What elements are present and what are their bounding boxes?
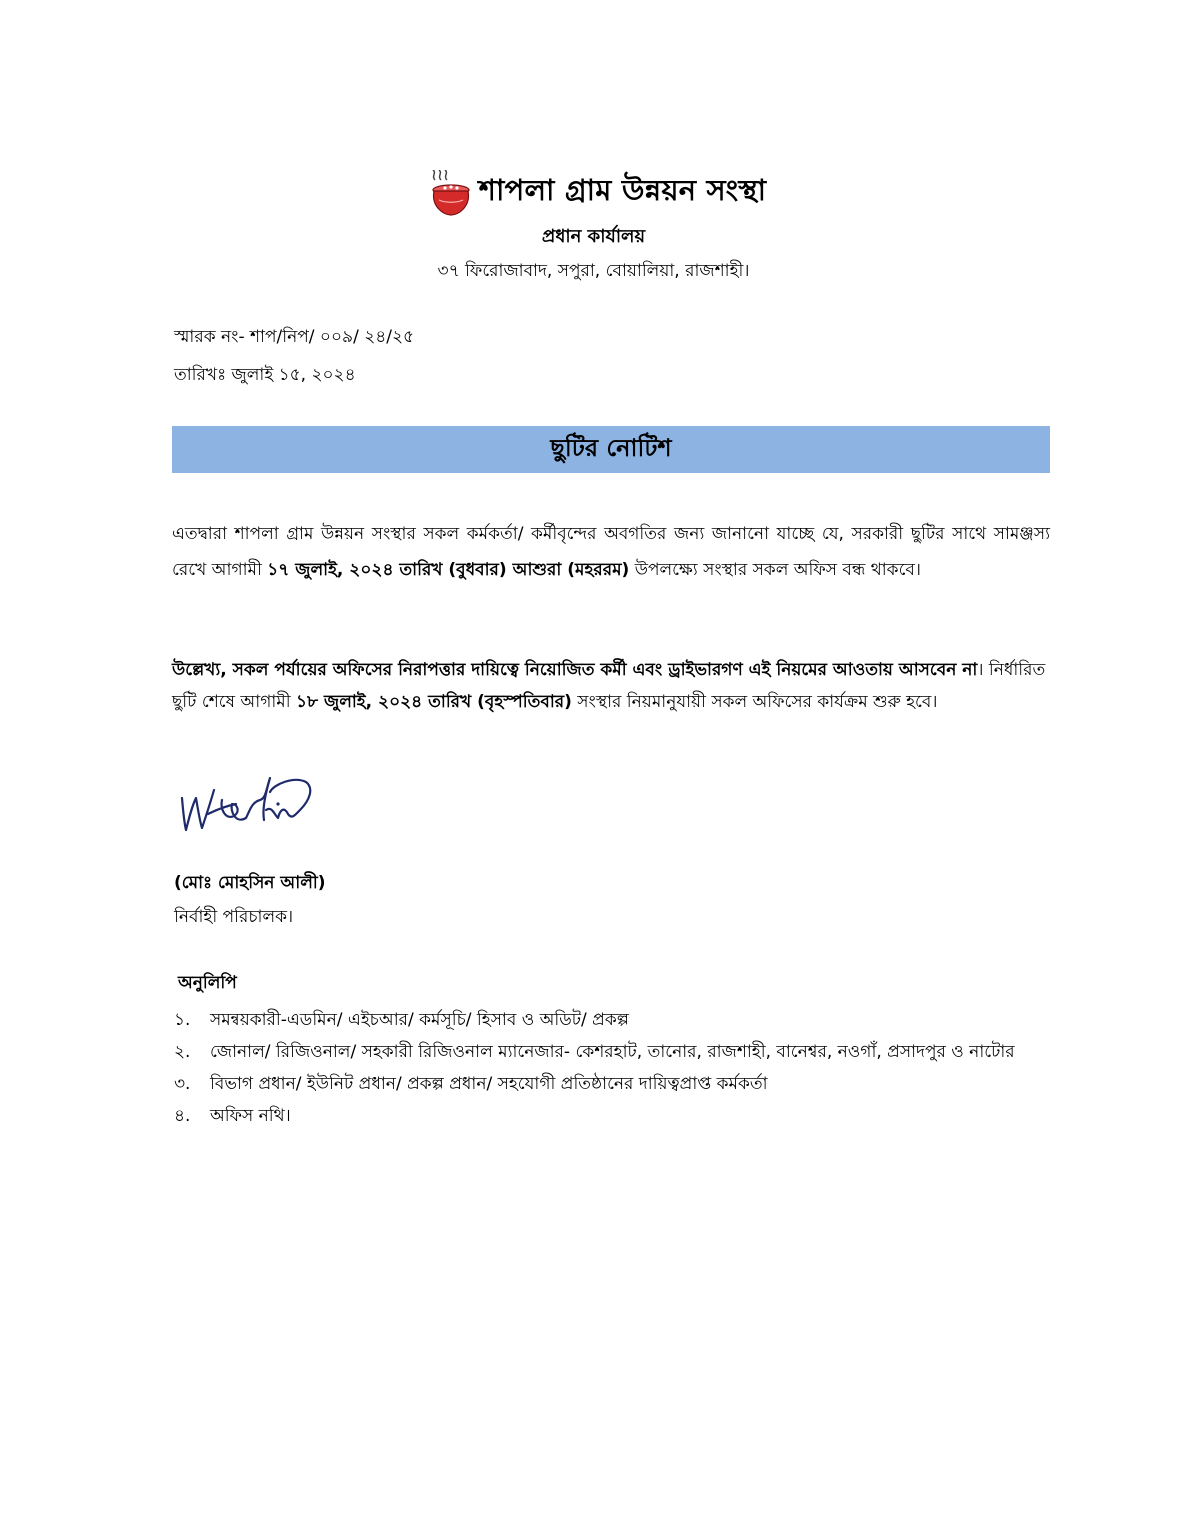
org-header: [0, 168, 1187, 217]
para1-holiday-date: ১৭ জুলাই, ২০২৪ তারিখ (বুধবার) আশুরা (মহররম): [267, 560, 630, 580]
para2-resume-date: ১৮ জুলাই, ২০২৪ তারিখ (বৃহস্পতিবার): [296, 692, 572, 712]
list-item-number: ৪.: [174, 1106, 191, 1126]
copy-to-heading: অনুলিপি: [178, 973, 237, 993]
list-item-text: জোনাল/ রিজিওনাল/ সহকারী রিজিওনাল ম্যানেজার- কেশরহাট, তানোর, রাজশাহী, বানেশ্বর, নওগাঁ, প্রসাদপুর ও নাটোর: [210, 1042, 1015, 1062]
signatory-name: (মোঃ মোহসিন আলী): [174, 873, 326, 893]
notice-title-banner: [172, 426, 1050, 473]
list-item: [174, 1068, 1054, 1100]
para2-exception-note: উল্লেখ্য, সকল পর্যায়ের অফিসের নিরাপত্তার দায়িত্বে নিয়োজিত কর্মী এবং ড্রাইভারগণ এই নিয়মের আওতায় আসবেন না: [172, 660, 978, 680]
copy-to-list: [174, 1004, 1054, 1132]
clay-pot-logo-icon: [421, 170, 473, 216]
list-item-number: ১.: [174, 1010, 191, 1030]
memo-number: স্মারক নং- শাপ/নিপ/ ০০৯/ ২৪/২৫: [174, 327, 415, 347]
signatory-title: নির্বাহী পরিচালক।: [174, 907, 294, 927]
list-item: [174, 1100, 1054, 1132]
office-address: ৩৭ ফিরোজাবাদ, সপুরা, বোয়ালিয়া, রাজশাহী।: [437, 261, 750, 281]
head-office-label: প্রধান কার্যালয়: [541, 226, 646, 247]
list-item: [174, 1004, 1054, 1036]
notice-title: ছুটির নোটিশ: [550, 433, 672, 462]
notice-date: তারিখঃ জুলাই ১৫, ২০২৪: [174, 365, 356, 385]
list-item-text: সমন্বয়কারী-এডমিন/ এইচআর/ কর্মসূচি/ হিসাব ও অডিট/ প্রকল্প: [210, 1010, 629, 1030]
list-item-text: অফিস নথি।: [210, 1106, 291, 1126]
para1-text-start: এতদ্বারা শাপলা গ্রাম উন্নয়ন সংস্থার সকল কর্মকর্তা/ কর্মীবৃন্দের অবগতির জন্য জানানো যাচ্ছে যে, সরকারী ছুটির সাথে সামঞ্জস্য রেখে আগামী: [172, 524, 1050, 580]
notice-paragraph-1: [172, 516, 1050, 588]
list-item: [174, 1036, 1054, 1068]
org-name: শাপলা গ্রাম উন্নয়ন সংস্থা: [478, 173, 767, 207]
list-item-text: বিভাগ প্রধান/ ইউনিট প্রধান/ প্রকল্প প্রধান/ সহযোগী প্রতিষ্ঠানের দায়িত্বপ্রাপ্ত কর্মকর্তা: [210, 1074, 768, 1094]
handwritten-signature: [174, 770, 324, 836]
list-item-number: ৩.: [174, 1074, 191, 1094]
list-item-number: ২.: [174, 1042, 191, 1062]
notice-paragraph-2: [172, 654, 1050, 718]
para2-text-end: সংস্থার নিয়মানুযায়ী সকল অফিসের কার্যক্রম শুরু হবে।: [571, 692, 938, 712]
para1-text-end: উপলক্ষ্যে সংস্থার সকল অফিস বন্ধ থাকবে।: [629, 560, 921, 580]
para2-text-start: । নির্ধারিত ছুটি শেষে আগামী: [172, 660, 1046, 712]
